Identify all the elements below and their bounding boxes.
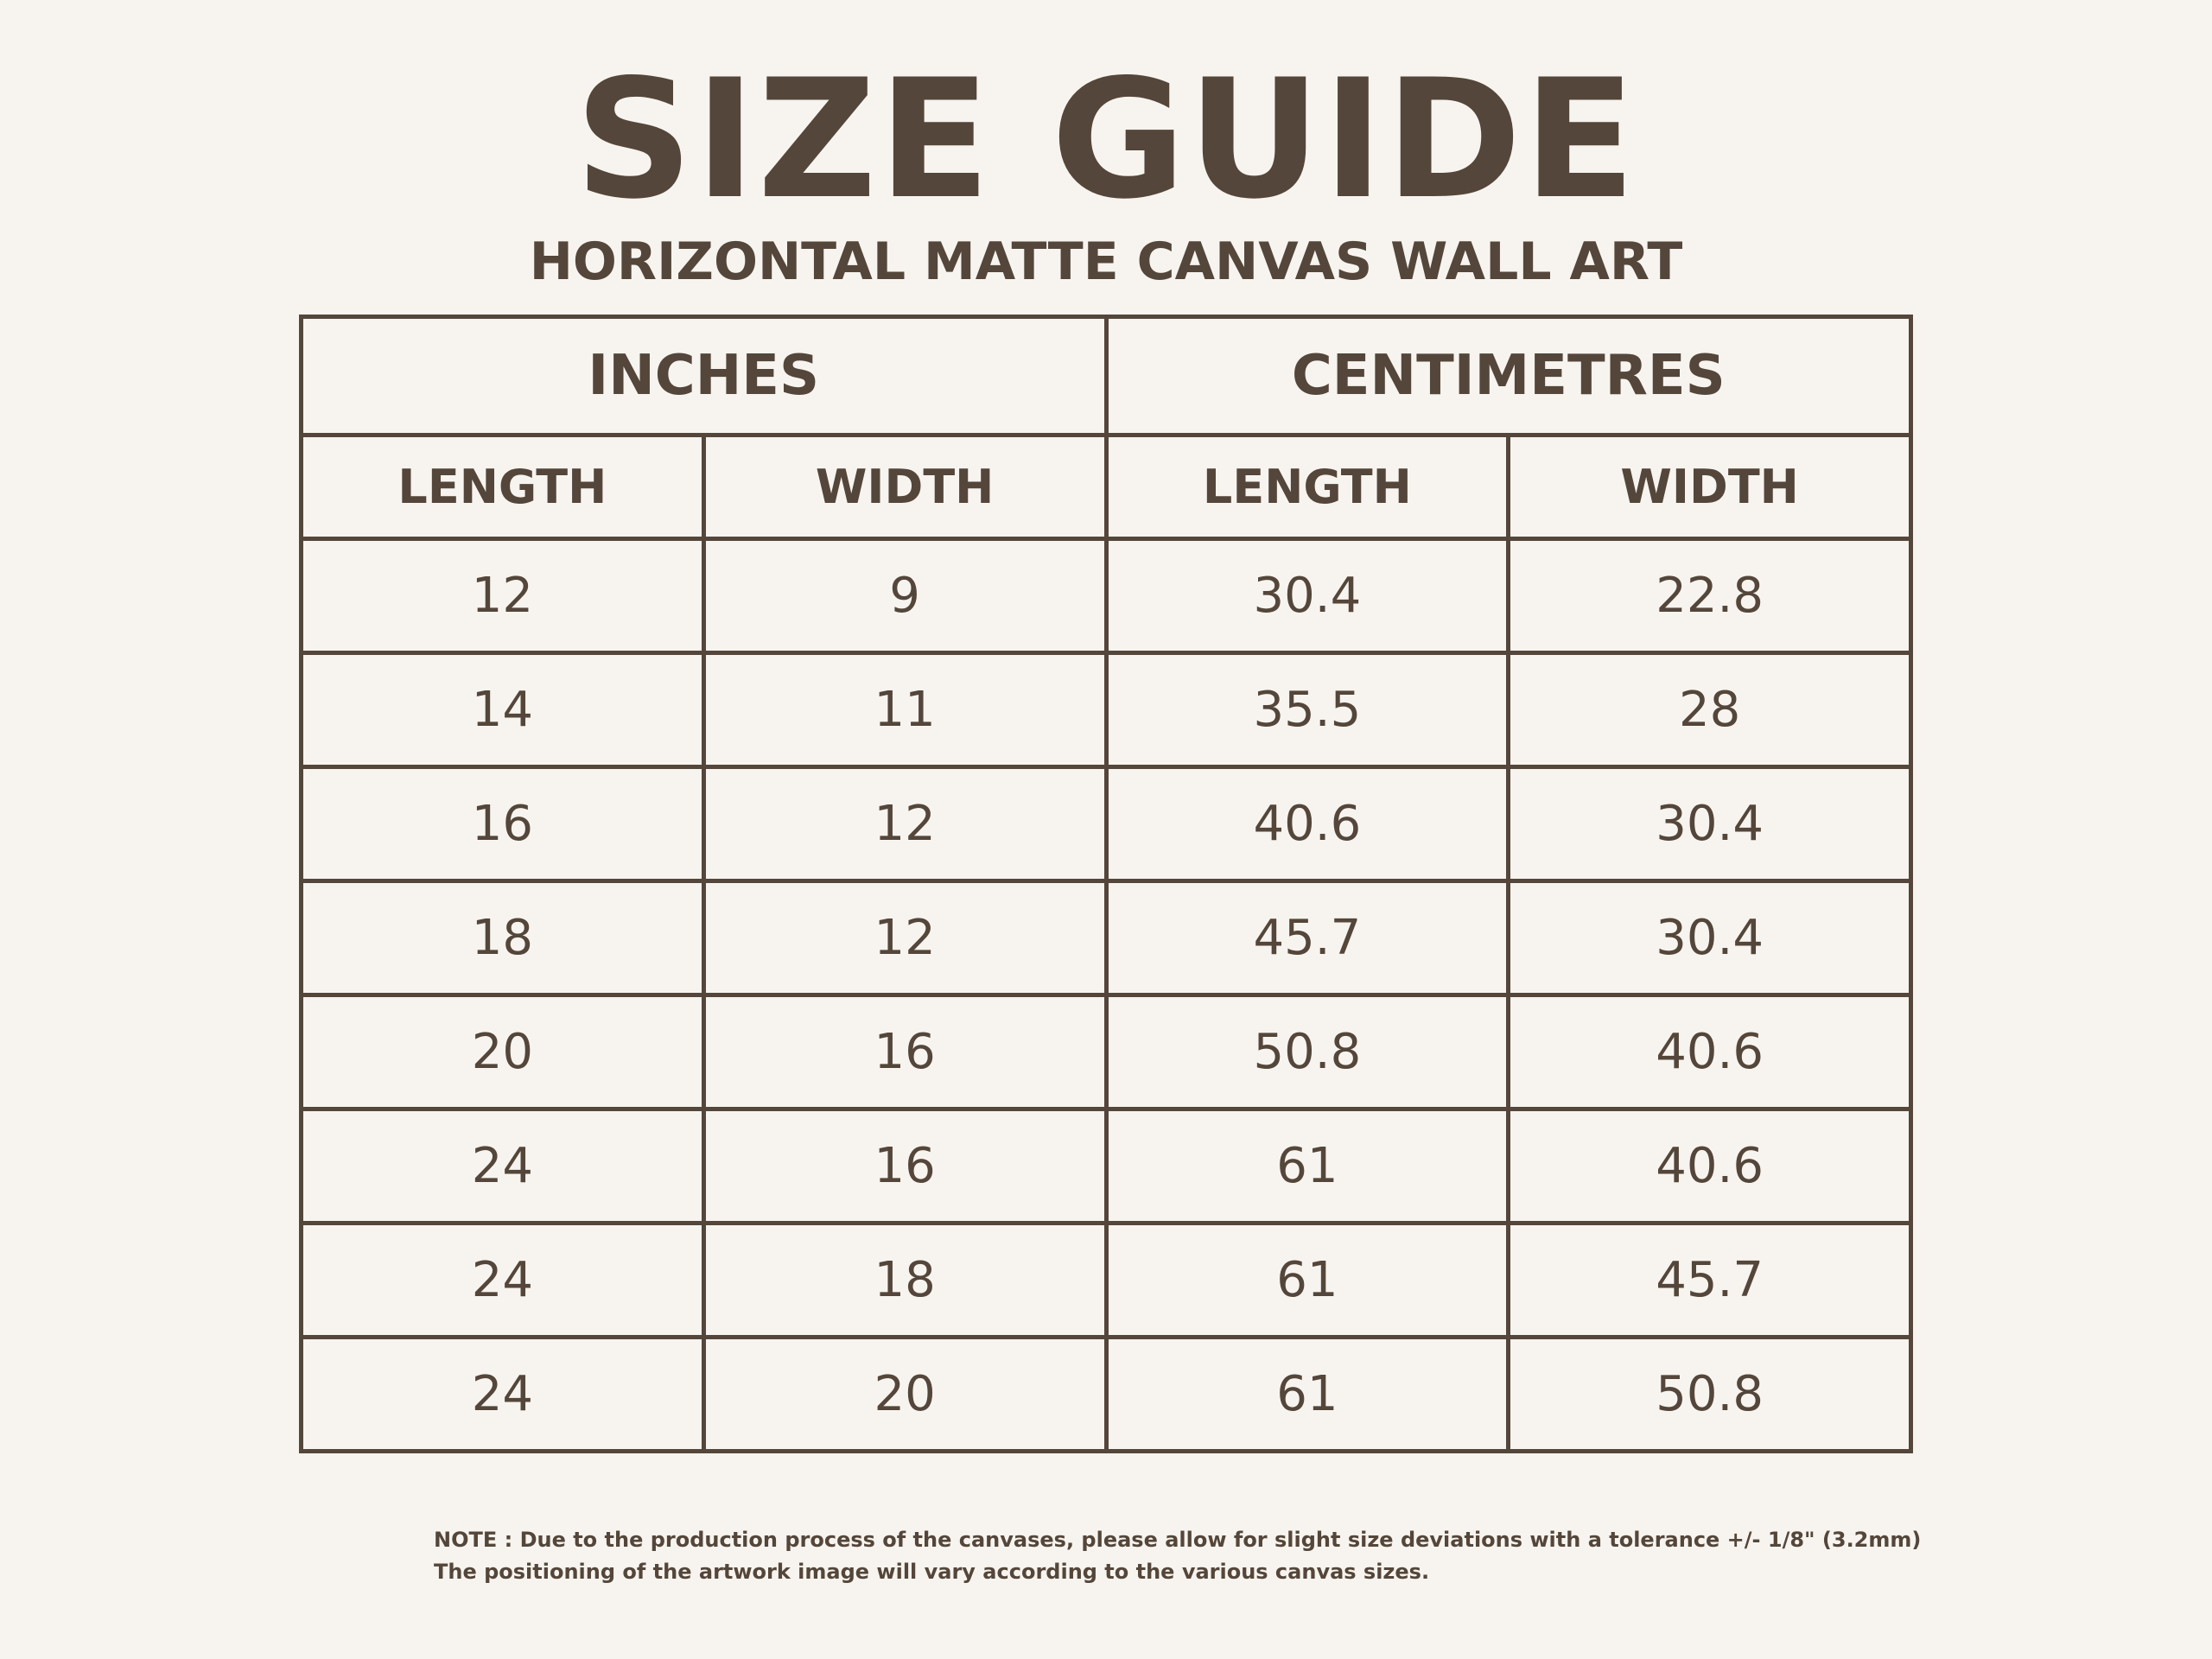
table-cell: 24: [302, 1109, 704, 1224]
table-cell: 24: [302, 1338, 704, 1452]
table-cell: 45.7: [1509, 1224, 1911, 1338]
page-title: SIZE GUIDE: [575, 44, 1637, 235]
table-cell: 12: [703, 881, 1106, 995]
table-cell: 22.8: [1509, 539, 1911, 653]
table-cell: 30.4: [1106, 539, 1509, 653]
table-cell: 28: [1509, 653, 1911, 767]
table-cell: 16: [703, 995, 1106, 1109]
table-cell: 14: [302, 653, 704, 767]
table-row: [302, 881, 1911, 995]
table-cell: 12: [302, 539, 704, 653]
column-header-length-inches: LENGTH: [302, 435, 704, 539]
footnote-line-1: NOTE : Due to the production process of the canvases, please allow for slight size deviations with a tolerance +/- 1/8" (3.2mm): [434, 1528, 1922, 1552]
group-header-row: [302, 317, 1911, 435]
table-cell: 12: [703, 767, 1106, 881]
table-cell: 18: [703, 1224, 1106, 1338]
footnote: [434, 1524, 1989, 1588]
page-subtitle: HORIZONTAL MATTE CANVAS WALL ART: [529, 232, 1683, 292]
table-cell: 20: [302, 995, 704, 1109]
size-table: [299, 315, 1913, 1453]
table-cell: 40.6: [1509, 1109, 1911, 1224]
table-cell: 16: [302, 767, 704, 881]
table-cell: 35.5: [1106, 653, 1509, 767]
table-cell: 40.6: [1106, 767, 1509, 881]
column-header-width-centimetres: WIDTH: [1509, 435, 1911, 539]
table-row: [302, 539, 1911, 653]
table-cell: 18: [302, 881, 704, 995]
table-row: [302, 1338, 1911, 1452]
table-cell: 30.4: [1509, 881, 1911, 995]
table-row: [302, 1109, 1911, 1224]
table-row: [302, 653, 1911, 767]
table-cell: 30.4: [1509, 767, 1911, 881]
table-row: [302, 1224, 1911, 1338]
table-cell: 11: [703, 653, 1106, 767]
table-cell: 9: [703, 539, 1106, 653]
column-header-length-centimetres: LENGTH: [1106, 435, 1509, 539]
group-header-inches: INCHES: [302, 317, 1107, 435]
table-cell: 45.7: [1106, 881, 1509, 995]
table-row: [302, 995, 1911, 1109]
table-cell: 50.8: [1509, 1338, 1911, 1452]
column-header-row: [302, 435, 1911, 539]
table-row: [302, 767, 1911, 881]
column-header-width-inches: WIDTH: [703, 435, 1106, 539]
table-cell: 61: [1106, 1338, 1509, 1452]
table-cell: 61: [1106, 1224, 1509, 1338]
table-cell: 24: [302, 1224, 704, 1338]
table-cell: 20: [703, 1338, 1106, 1452]
table-cell: 61: [1106, 1109, 1509, 1224]
table-cell: 50.8: [1106, 995, 1509, 1109]
group-header-centimetres: CENTIMETRES: [1106, 317, 1911, 435]
table-cell: 16: [703, 1109, 1106, 1224]
footnote-line-2: The positioning of the artwork image will vary according to the various canvas sizes.: [434, 1560, 1430, 1584]
table-cell: 40.6: [1509, 995, 1911, 1109]
